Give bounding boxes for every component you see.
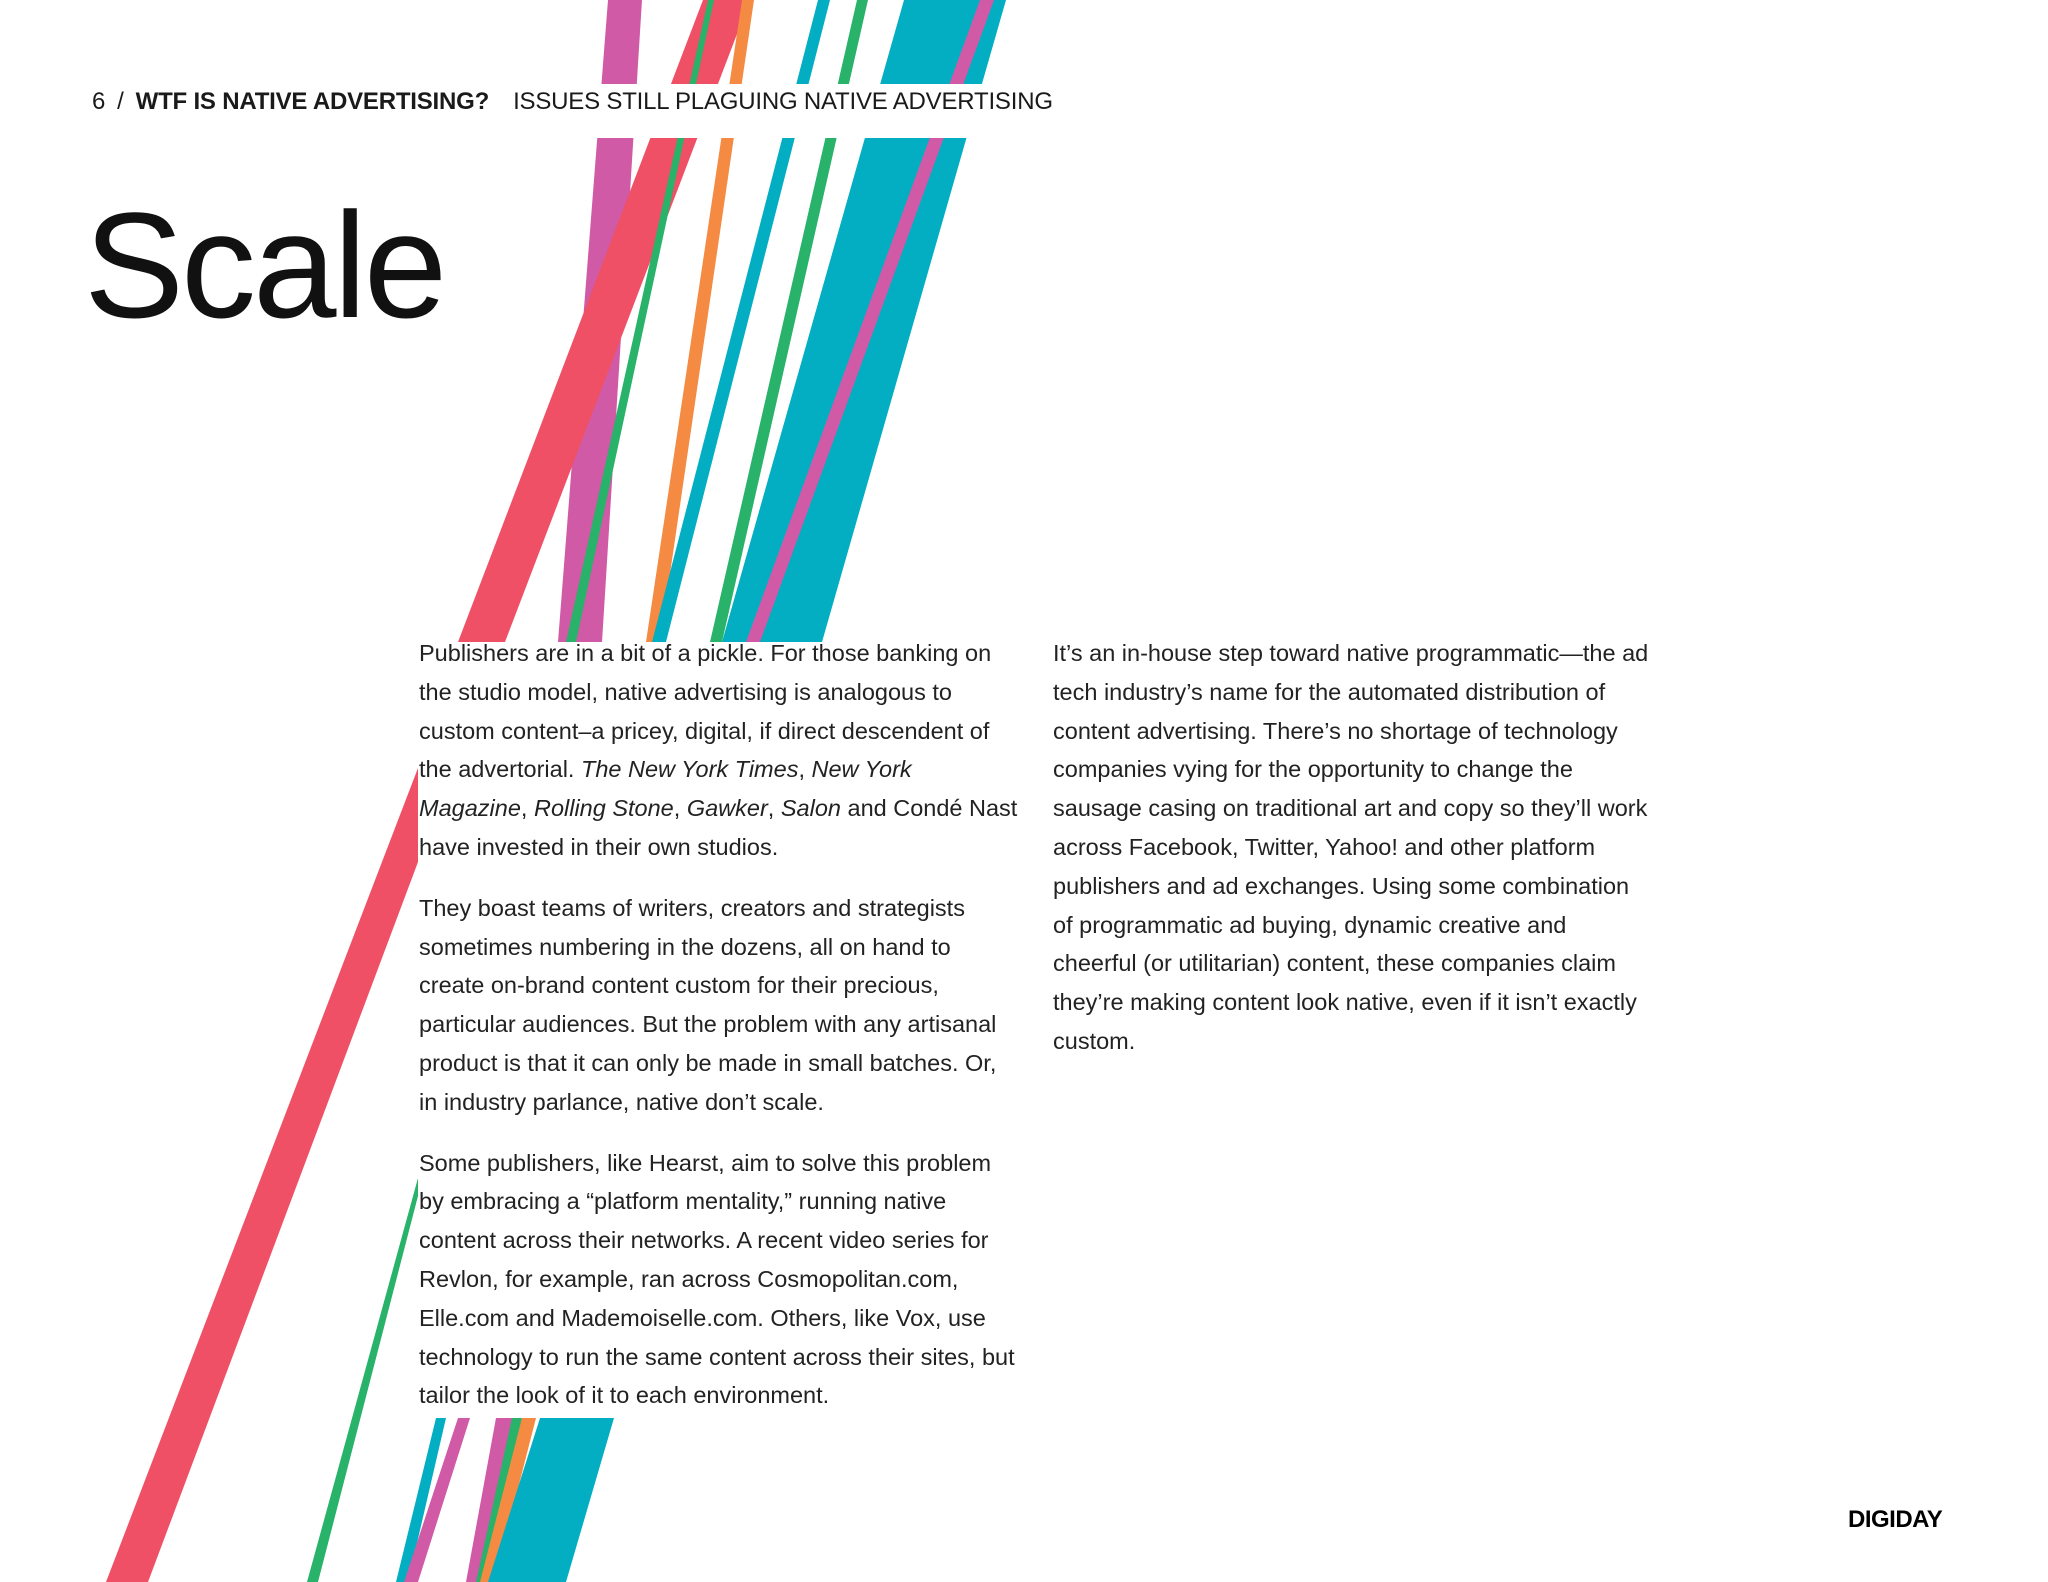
publication-name: The New York Times (580, 756, 799, 783)
left-paragraph-1 (419, 634, 1019, 867)
right-column (1053, 634, 1653, 1083)
publication-name: Salon (780, 795, 841, 822)
text-run: , (673, 795, 687, 822)
header-separator: / (117, 88, 124, 115)
text-run: , (798, 756, 812, 783)
publication-name: New York Magazine (419, 756, 912, 822)
running-header (92, 88, 1053, 116)
publication-name: Gawker (686, 795, 768, 822)
text-run: , (520, 795, 534, 822)
stripe-green-long (307, 1178, 418, 1582)
document-title: WTF IS NATIVE ADVERTISING? (135, 88, 490, 115)
stripe-red-long (106, 768, 418, 1582)
text-run: and Condé Nast have invested in their own studios. (419, 795, 1018, 860)
section-title: ISSUES STILL PLAGUING NATIVE ADVERTISING (513, 88, 1053, 115)
text-run: , (767, 795, 781, 822)
publication-name: Rolling Stone (533, 795, 674, 822)
left-column (419, 634, 1019, 1437)
right-paragraph-1: It’s an in-house step toward native programmatic—the ad tech industry’s name for the automated distribution of content advertising. There’s no shortage of technology companies vying for the opportunity to change the sausage casing on traditional art and copy so they’ll work across Facebook, Twitter, Yahoo! and other platform publishers and ad exchanges. Using some combination of programmatic ad buying, dynamic creative and cheerful (or utilitarian) content, these companies claim they’re making content look native, even if it isn’t exactly custom. (1053, 640, 1649, 1054)
text-run: Publishers are in a bit of a pickle. For those banking on the studio model, native advertising is analogous to custom content–a pricey, digital, if direct descendent of the advertorial. (419, 640, 992, 783)
page-number: 6 (92, 88, 106, 115)
digiday-logo: DIGIDAY (1848, 1506, 1943, 1533)
left-paragraph-2: They boast teams of writers, creators and strategists sometimes numbering in the dozens, all on hand to create on-brand content custom for their precious, particular audiences. But the problem with any artisanal product is that it can only be made in small batches. Or, in industry parlance, native don’t scale. (419, 894, 997, 1115)
left-paragraph-3: Some publishers, like Hearst, aim to solve this problem by embracing a “platform mentality,” running native content across their networks. A recent video series for Revlon, for example, ran across Cosmopolitan.com, Elle.com and Mademoiselle.com. Others, like Vox, use technology to run the same content across their sites, but tailor the look of it to each environment. (419, 1149, 1015, 1409)
page-title: Scale (84, 181, 445, 349)
